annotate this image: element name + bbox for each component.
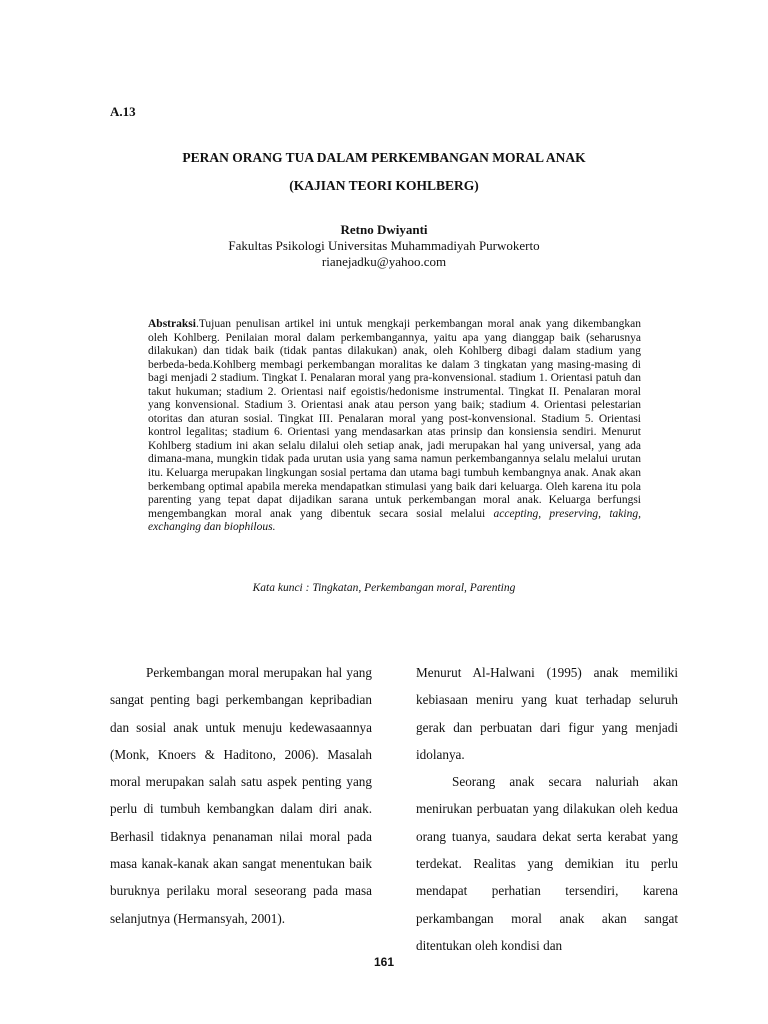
right-column-paragraph-1: Menurut Al-Halwani (1995) anak memiliki kebiasaan meniru yang kuat terhadap seluruh gerak dan perbuatan dari figur yang menjadi idolanya. (416, 665, 678, 762)
author-affiliation: Fakultas Psikologi Universitas Muhammadiyah Purwokerto (228, 238, 540, 253)
abstract-body: .Tujuan penulisan artikel ini untuk mengkaji perkembangan moral anak yang dikembangkan oleh Kohlberg. Penilaian moral dalam perkembangannya, yaitu apa yang dianggap baik (seharusnya dilakukan) dan tidak baik (tidak pantas dilakukan) anak, oleh Kohlberg dibagi dalam stadium yang berbeda-beda.Kohlberg membagi perkembangan moralitas ke dalam 3 tingkatan yang masing-masing di bagi menjadi 2 stadium. Tingkat I. Penalaran moral yang pra-konvensional. stadium 1. Orientasi patuh dan takut hukuman; stadium 2. Orientasi naif egoistis/hedonisme instrumental. Tingkat II. Penalaran moral yang konvensional. Stadium 3. Orientasi anak atau person yang baik; stadium 4. Orientasi pelestarian otoritas dan aturan sosial. Tingkat III. Penalaran moral yang post-konvensional. Stadium 5. Orientasi kontrol legalitas; stadium 6. Orientasi yang mendasarkan atas prinsip dan konsiensia sendiri. Menurut Kohlberg stadium ini akan selalu dilalui oleh setiap anak, jadi merupakan hal yang universal, yang ada dimana-mana, mungkin tidak pada urutan usia yang sama namun perkembangannya selalu melalui urutan itu. Keluarga merupakan lingkungan sosial pertama dan utama bagi tumbuh kembangnya anak. Anak akan berkembang optimal apabila mereka mendapatkan stimulasi yang baik dari keluarga. Oleh karena itu pola parenting yang tepat dapat dijadikan sarana untuk perkembangan moral anak. Keluarga berfungsi mengembangkan moral anak yang dibentuk secara sosial melalui (148, 318, 641, 520)
right-column-paragraph-2: Seorang anak secara naluriah akan menirukan perbuatan yang dilakukan oleh kedua orang tuanya, saudara dekat serta kerabat yang terdekat. Realitas yang demikian itu perlu mendapat perhatian tersendiri, karena perkambangan moral anak akan sangat ditentukan oleh kondisi dan (416, 774, 678, 953)
abstract-italic-terms: accepting, preserving, taking, exchanging dan biophilous. (148, 507, 641, 534)
section-label: A.13 (110, 104, 136, 119)
page-number: 161 (373, 955, 395, 969)
author-name: Retno Dwiyanti (340, 222, 428, 237)
abstract-label: Abstraksi (148, 318, 196, 330)
left-column-paragraph: Perkembangan moral merupakan hal yang sangat penting bagi perkembangan kepribadian dan sosial anak untuk menuju kedewasaannya (Monk, Knoers & Haditono, 2006). Masalah moral merupakan salah satu aspek penting yang perlu di tumbuh kembangkan dalam diri anak. Berhasil tidaknya penanaman nilai moral pada masa kanak-kanak akan sangat menentukan baik buruknya perilaku moral seseorang pada masa selanjutnya (Hermansyah, 2001). (110, 665, 372, 926)
keywords: Kata kunci : Tingkatan, Perkembangan moral, Parenting (252, 582, 516, 594)
author-email[interactable]: rianejadku@yahoo.com (321, 254, 447, 269)
abstract (148, 318, 641, 535)
paper-title-line1: PERAN ORANG TUA DALAM PERKEMBANGAN MORAL ANAK (182, 150, 586, 165)
right-column (416, 659, 678, 959)
left-column (110, 659, 372, 932)
paper-title-line2: (KAJIAN TEORI KOHLBERG) (289, 178, 479, 193)
